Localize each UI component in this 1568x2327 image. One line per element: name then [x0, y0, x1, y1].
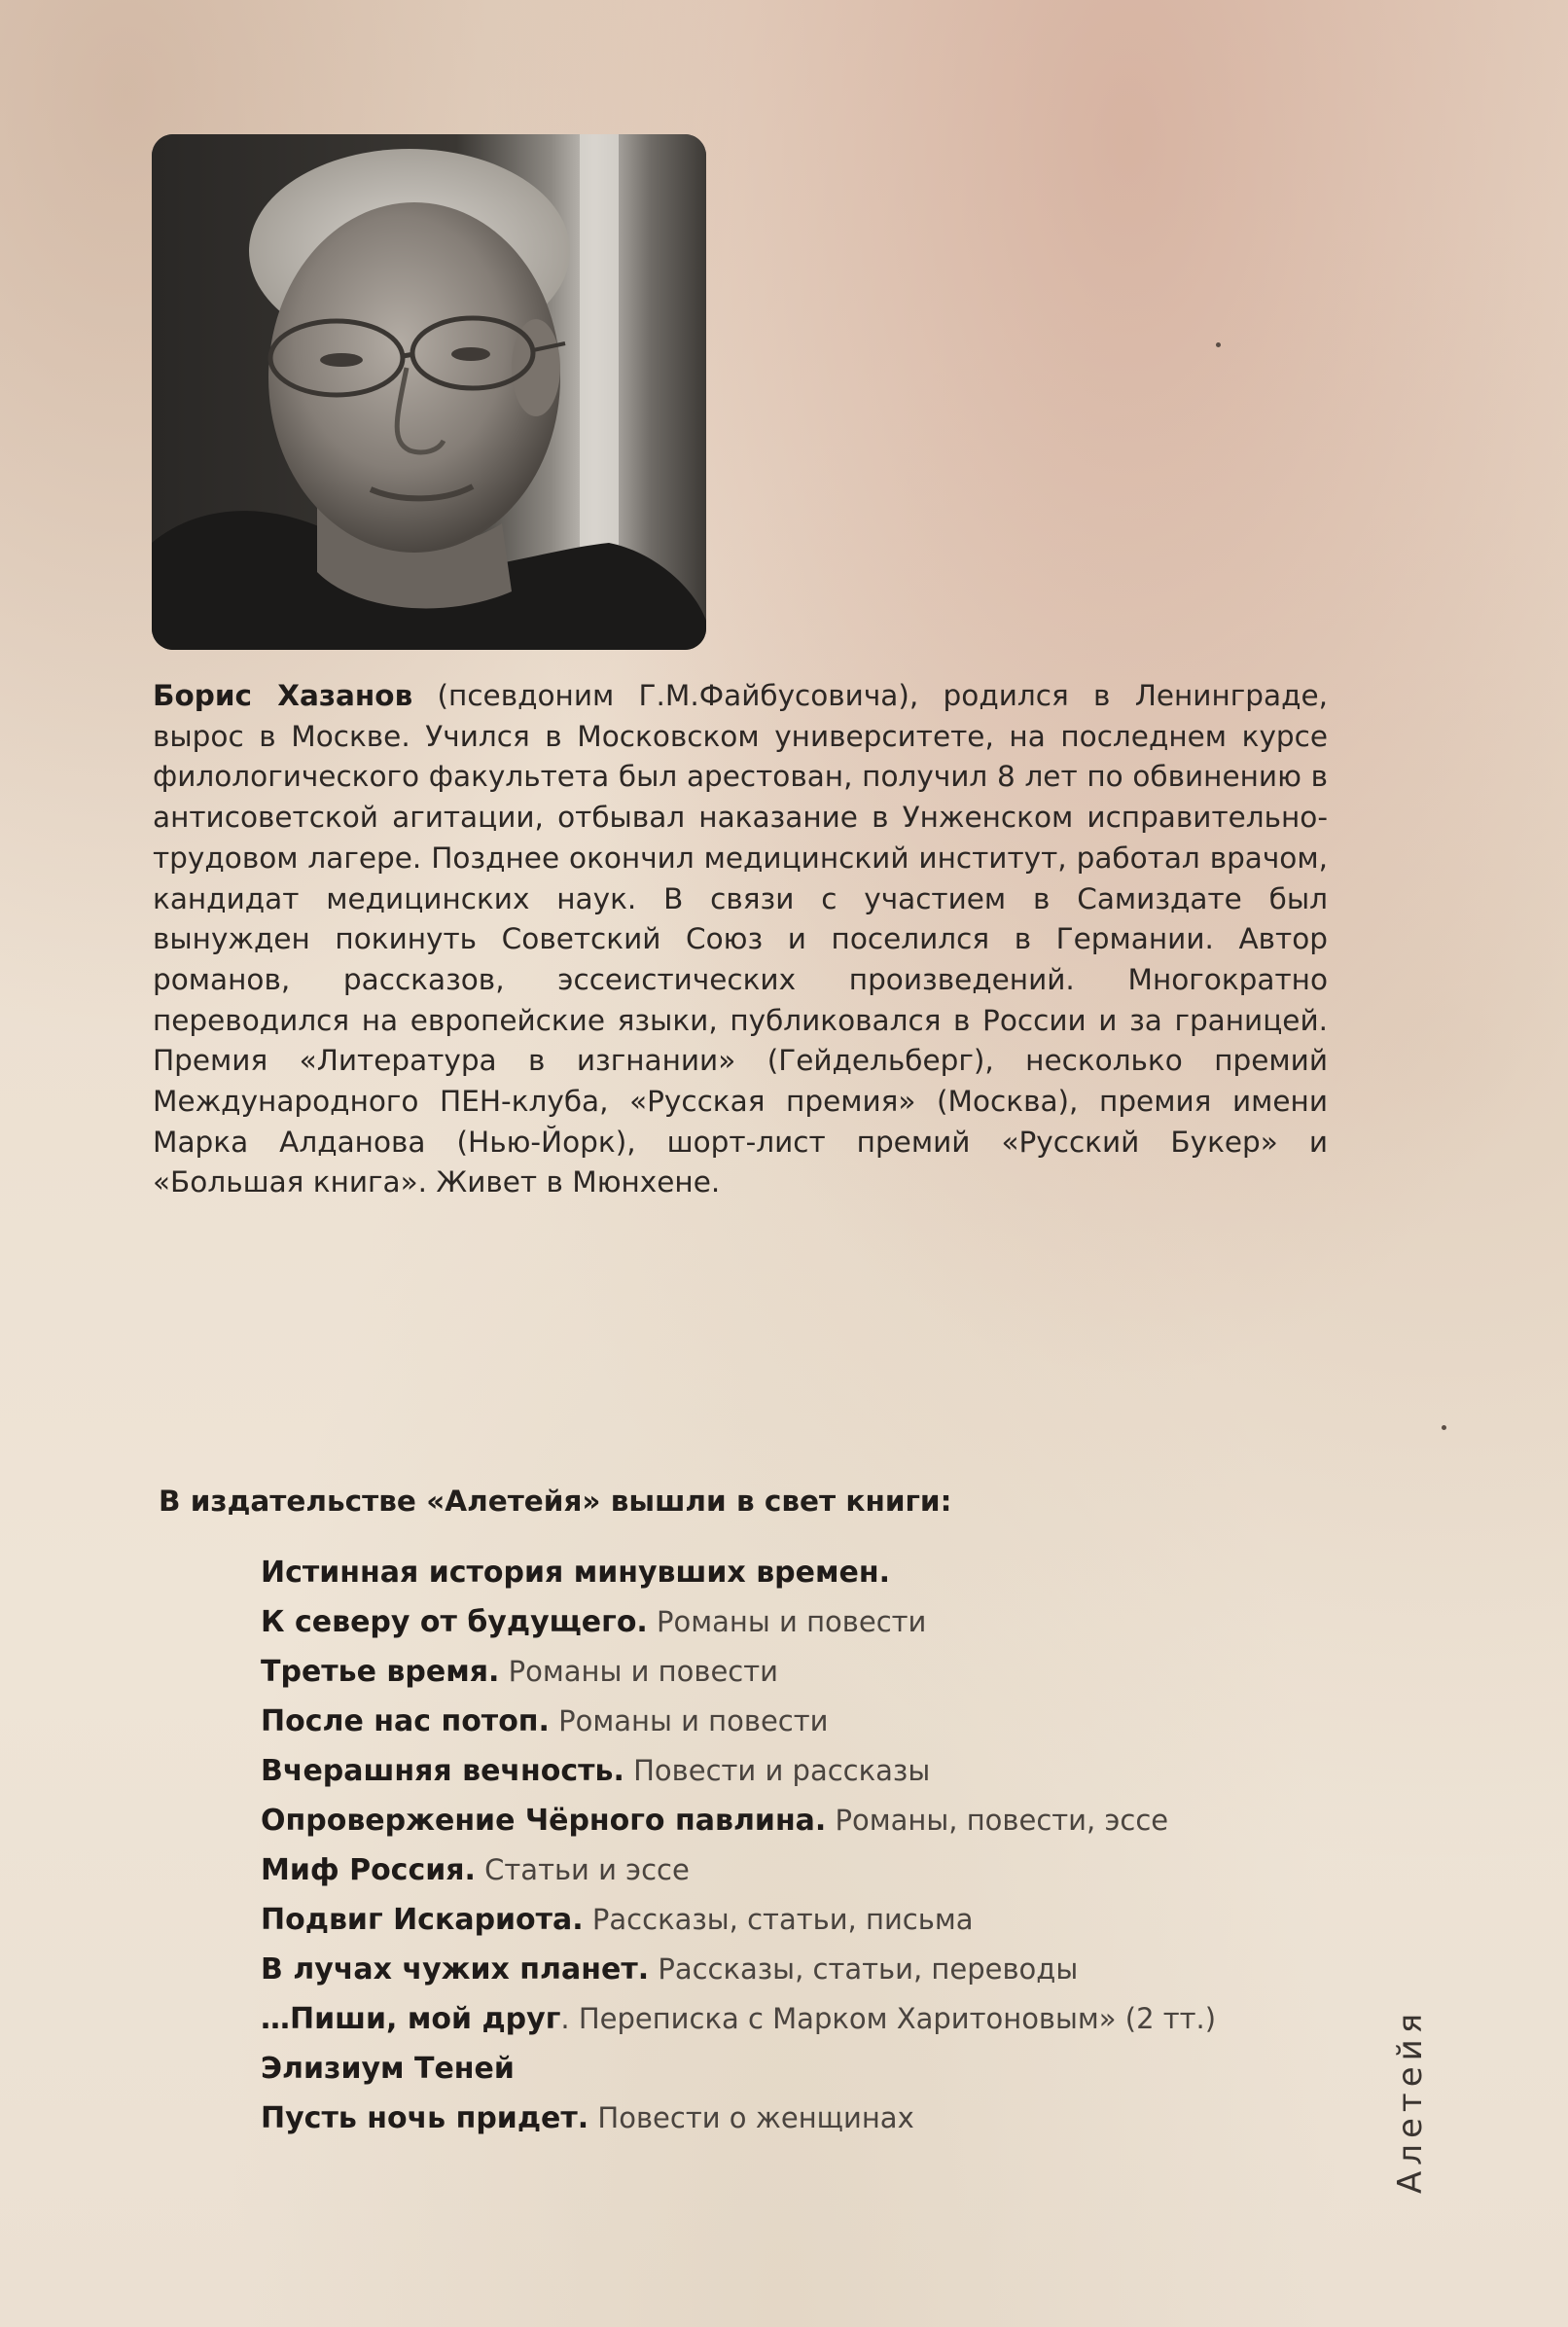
author-name: Борис Хазанов: [153, 679, 413, 712]
book-item: [261, 1746, 1350, 1796]
book-desc: Романы и повести: [499, 1655, 778, 1688]
book-title: Пусть ночь придет.: [261, 2101, 589, 2135]
books-list: [261, 1548, 1350, 2143]
book-item: [261, 1697, 1350, 1746]
book-desc: Романы и повести: [647, 1605, 927, 1638]
book-title: После нас потоп.: [261, 1704, 550, 1738]
book-desc: Романы, повести, эссе: [826, 1804, 1169, 1837]
book-item: [261, 2094, 1350, 2143]
book-title: Опровержение Чёрного павлина.: [261, 1804, 827, 1838]
book-title: Подвиг Искариота.: [261, 1903, 584, 1937]
book-title: Истинная история минувших времен.: [261, 1556, 890, 1590]
book-title: Элизиум Теней: [261, 2052, 515, 2086]
book-title: …Пиши, мой друг: [261, 2002, 561, 2036]
book-desc: Рассказы, статьи, переводы: [649, 1952, 1079, 1986]
book-item: [261, 1994, 1350, 2044]
book-item: [261, 1647, 1350, 1697]
books-heading: В издательстве «Алетейя» вышли в свет книги:: [159, 1485, 952, 1518]
book-item: [261, 1597, 1350, 1647]
book-title: Миф Россия.: [261, 1853, 476, 1887]
book-desc: . Переписка с Марком Харитоновым» (2 тт.): [560, 2002, 1217, 2035]
book-item: [261, 1945, 1350, 1994]
book-title: Вчерашняя вечность.: [261, 1754, 624, 1788]
book-item: [261, 2044, 1350, 2094]
author-portrait: [152, 134, 706, 650]
publisher-name: Алетейя: [1391, 2007, 1430, 2194]
book-item: [261, 1845, 1350, 1895]
paper-speck: [1442, 1425, 1446, 1430]
book-item: [261, 1796, 1350, 1845]
book-desc: Повести о женщинах: [588, 2101, 914, 2134]
book-desc: Романы и повести: [549, 1704, 829, 1737]
book-desc: Рассказы, статьи, письма: [583, 1903, 974, 1936]
book-item: [261, 1895, 1350, 1945]
book-title: К северу от будущего.: [261, 1605, 648, 1639]
book-desc: Статьи и эссе: [475, 1853, 690, 1886]
bio-text: (псевдоним Г.М.Файбусовича), родился в Ленинграде, вырос в Москве. Учился в Московском университете, на последнем курсе филологического факультета был арестован, получил 8 лет по обвинению в антисоветской агитации, отбывал наказание в Унженском исправительно-трудовом лагере. Позднее окончил медицинский институт, работал врачом, кандидат медицинских наук. В связи с участием в Самиздате был вынужден покинуть Советский Союз и поселился в Германии. Автор романов, рассказов, эссеистических произведений. Многократно переводился на европейские языки, публиковался в России и за границей. Премия «Литература в изгнании» (Гейдельберг), несколько премий Международного ПЕН-клуба, «Русская премия» (Москва), премия имени Марка Алданова (Нью-Йорк), шорт-лист премий «Русский Букер» и «Большая книга». Живет в Мюнхене.: [153, 679, 1328, 1199]
book-desc: Повести и рассказы: [624, 1754, 931, 1787]
book-title: В лучах чужих планет.: [261, 1952, 650, 1987]
book-item: [261, 1548, 1350, 1597]
paper-speck: [1216, 342, 1221, 347]
author-bio: [153, 676, 1328, 1203]
book-title: Третье время.: [261, 1655, 500, 1689]
